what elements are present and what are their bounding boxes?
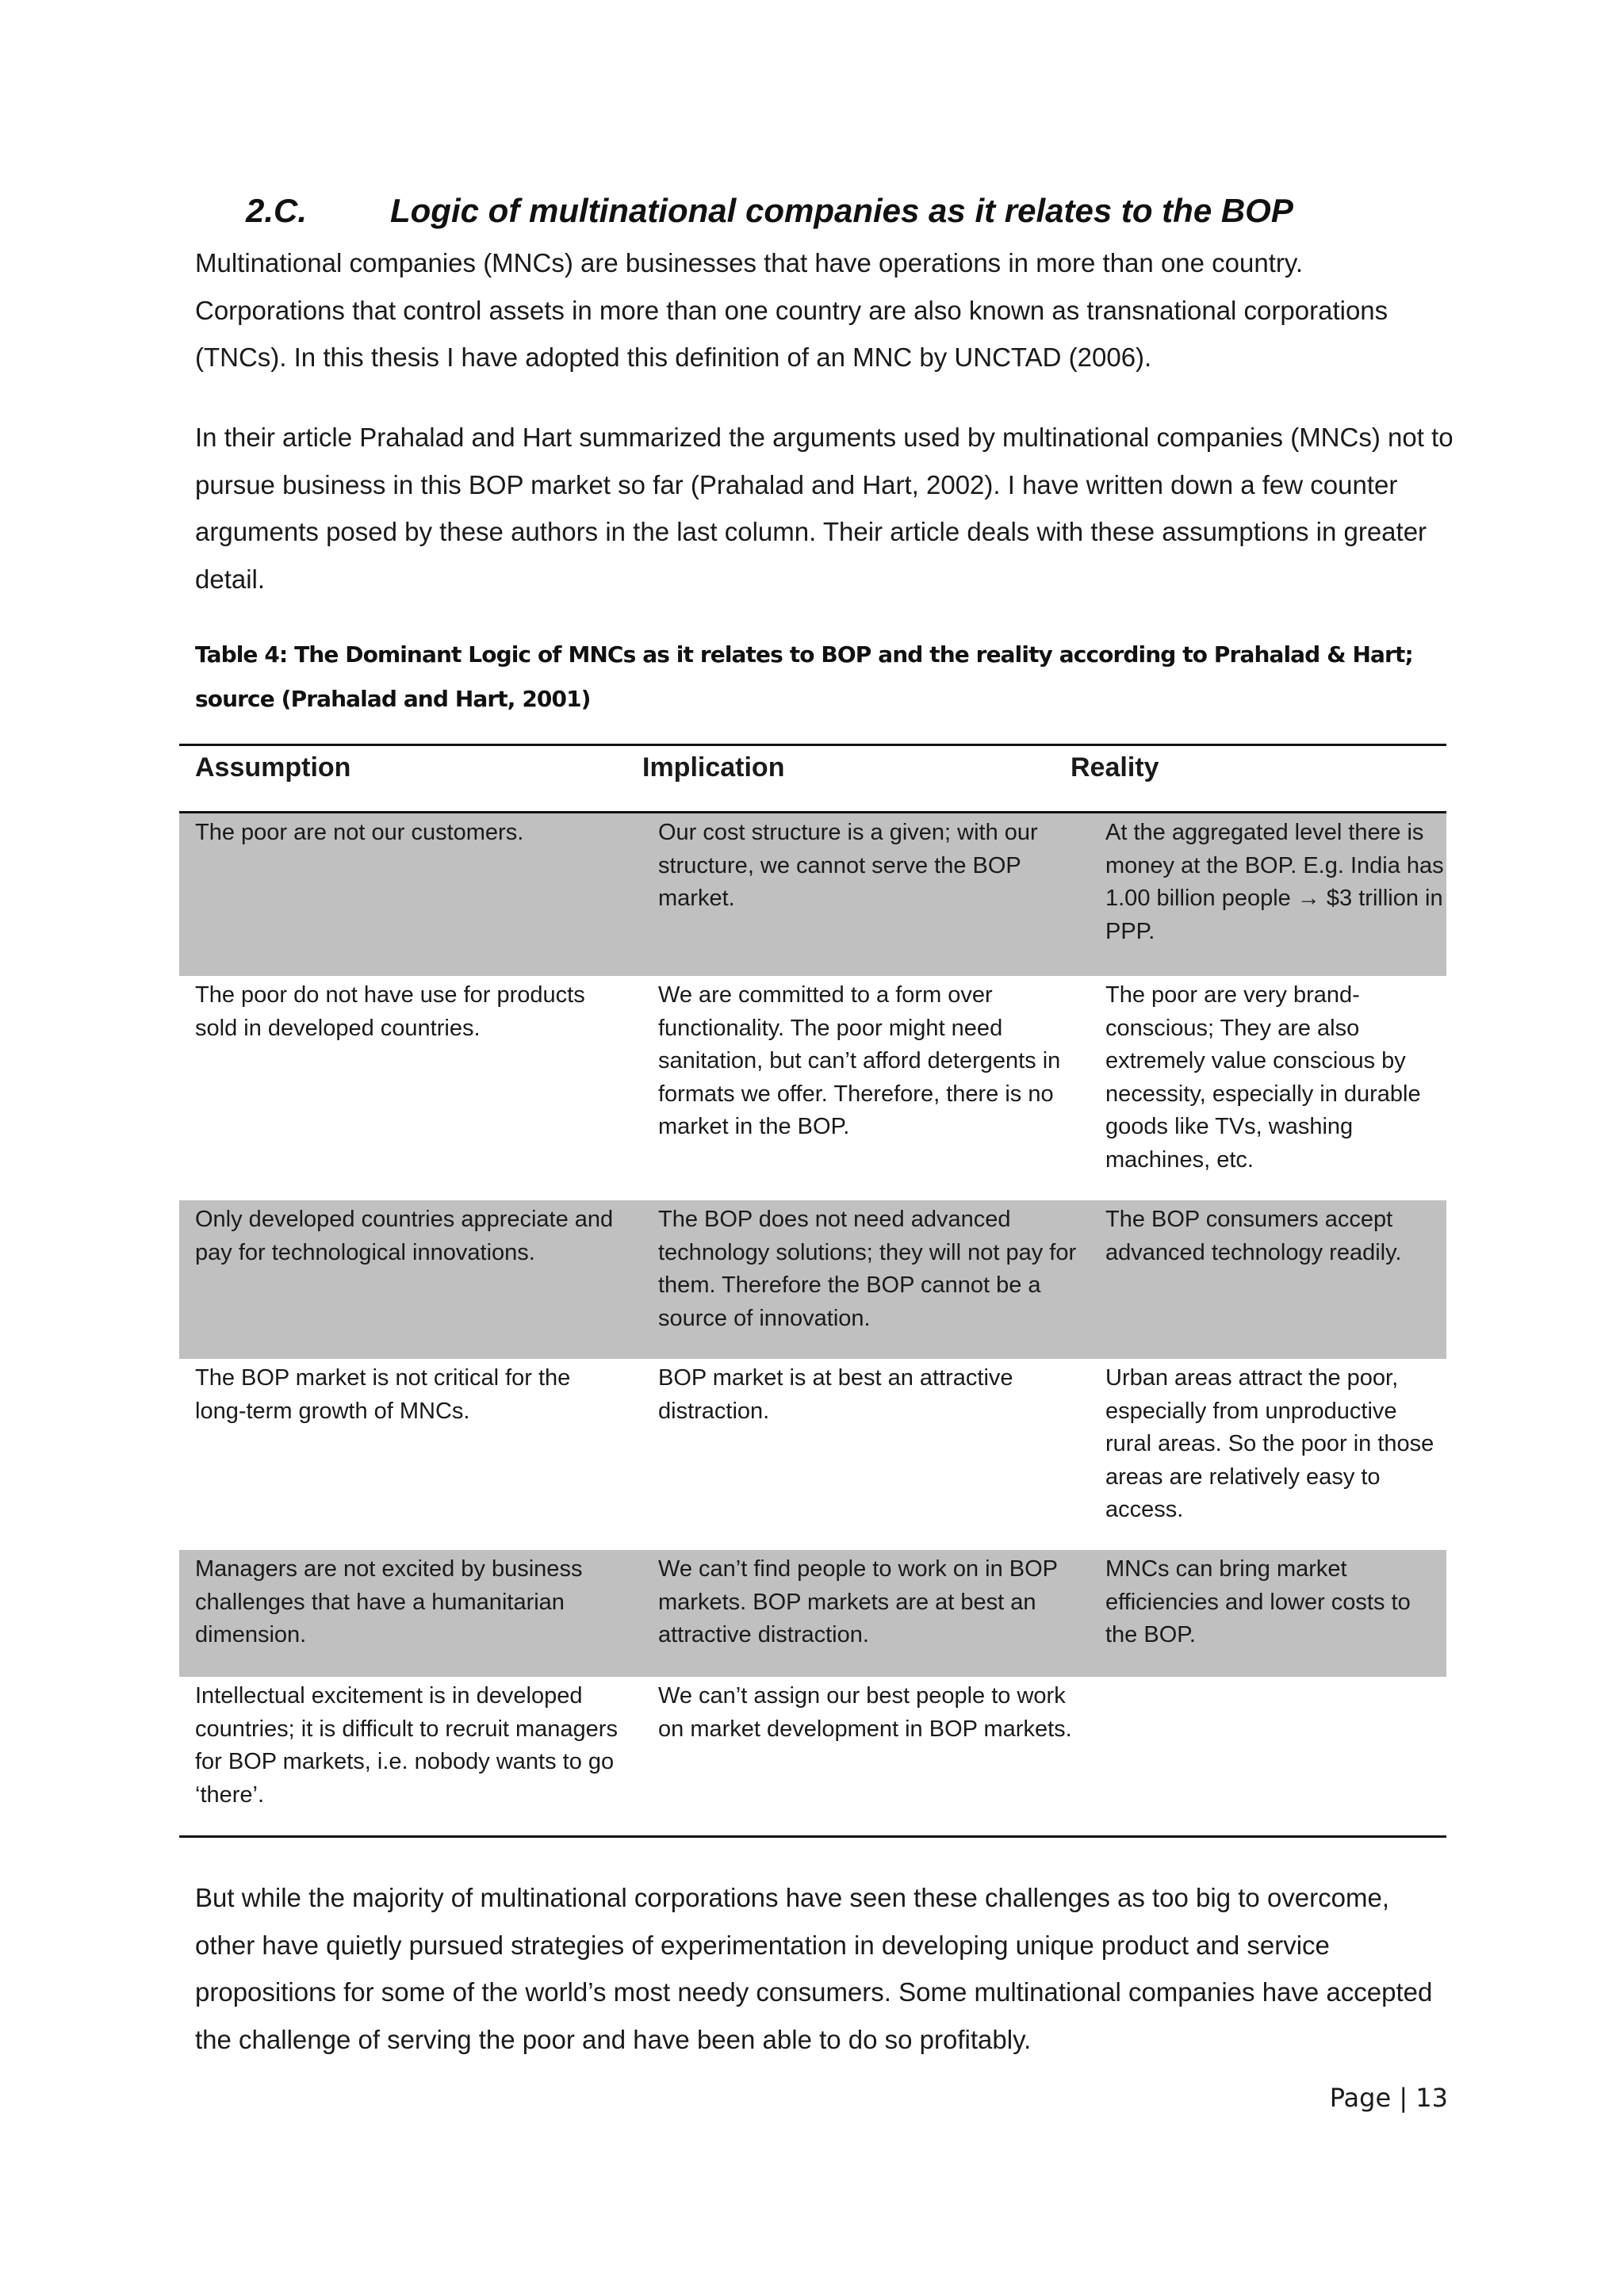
reality-cell: Urban areas attract the poor, especially from unproductive rural areas. So the poor in those areas are relatively easy to access. [1105, 1365, 1434, 1522]
table-row [179, 1677, 1446, 1835]
implication-cell: We can’t find people to work on in BOP markets. BOP markets are at best an attractive distraction. [658, 1556, 1058, 1647]
reality-cell: At the aggregated level there is money at the BOP. E.g. India has 1.00 billion people → $3 trillion in PPP. [1105, 820, 1444, 944]
header-assumption: Assumption [195, 752, 351, 783]
implication-cell: The BOP does not need advanced technology solutions; they will not pay for them. Therefore the BOP cannot be a source of innovation. [658, 1207, 1077, 1331]
implication-cell: Our cost structure is a given; with our structure, we cannot serve the BOP market. [658, 820, 1038, 911]
section-heading [246, 192, 1594, 230]
reality-cell: The BOP consumers accept advanced technology readily. [1105, 1207, 1402, 1265]
assumption-cell: The BOP market is not critical for the long-term growth of MNCs. [195, 1365, 571, 1424]
assumption-cell: Managers are not excited by business challenges that have a humanitarian dimension. [195, 1556, 583, 1647]
table-row [179, 1200, 1446, 1359]
header-reality: Reality [1071, 752, 1159, 783]
page-number: Page | 13 [1329, 2083, 1448, 2113]
header-implication: Implication [642, 752, 785, 783]
prahalad-hart-paragraph: In their article Prahalad and Hart summarized the arguments used by multinational companies (MNCs) not to pursue business in this BOP market so far (Prahalad and Hart, 2002). I have written down a few counter arguments posed by these authors in the last column. Their article deals with these assumptions in greater detail. [195, 423, 1454, 594]
table-row [179, 976, 1446, 1200]
section-title: Logic of multinational companies as it relates to the BOP [390, 192, 1293, 229]
table-caption: Table 4: The Dominant Logic of MNCs as it relates to BOP and the reality according to Prahalad & Hart; source (Prahalad and Hart, 2001) [195, 641, 1413, 712]
assumption-cell: The poor do not have use for products sold in developed countries. [195, 982, 585, 1041]
closing-paragraph: But while the majority of multinational corporations have seen these challenges as too big to overcome, other have quietly pursued strategies of experimentation in developing unique product and service propositions for some of the world’s most needy consumers. Some multinational companies have accepted the challenge of serving the poor and have been able to do so profitably. [195, 1883, 1433, 2054]
assumption-cell: The poor are not our customers. [195, 820, 524, 845]
table-header-row [179, 746, 1446, 813]
implication-cell: We can’t assign our best people to work on market development in BOP markets. [658, 1683, 1072, 1742]
implication-cell: BOP market is at best an attractive distraction. [658, 1365, 1013, 1424]
intro-paragraph: Multinational companies (MNCs) are businesses that have operations in more than one country. Corporations that control assets in more than one country are also known as transnational corporations (TNCs). In this thesis I have adopted this definition of an MNC by UNCTAD (2006). [195, 248, 1388, 372]
dominant-logic-table [179, 744, 1446, 1838]
reality-cell [1090, 1677, 1446, 1835]
reality-cell: MNCs can bring market efficiencies and lower costs to the BOP. [1105, 1556, 1411, 1647]
table-row [179, 1550, 1446, 1677]
implication-cell: We are committed to a form over functionality. The poor might need sanitation, but can’t afford detergents in formats we offer. Therefore, there is no market in the BOP. [658, 982, 1061, 1139]
reality-cell: The poor are very brand-conscious; They are also extremely value conscious by necessity, especially in durable goods like TVs, washing machines, etc. [1105, 982, 1421, 1173]
table-row [179, 813, 1446, 976]
assumption-cell: Intellectual excitement is in developed countries; it is difficult to recruit managers for BOP markets, i.e. nobody wants to go ‘there’. [195, 1683, 618, 1808]
section-number: 2.C. [246, 192, 308, 229]
assumption-cell: Only developed countries appreciate and pay for technological innovations. [195, 1207, 614, 1265]
table-row [179, 1359, 1446, 1550]
